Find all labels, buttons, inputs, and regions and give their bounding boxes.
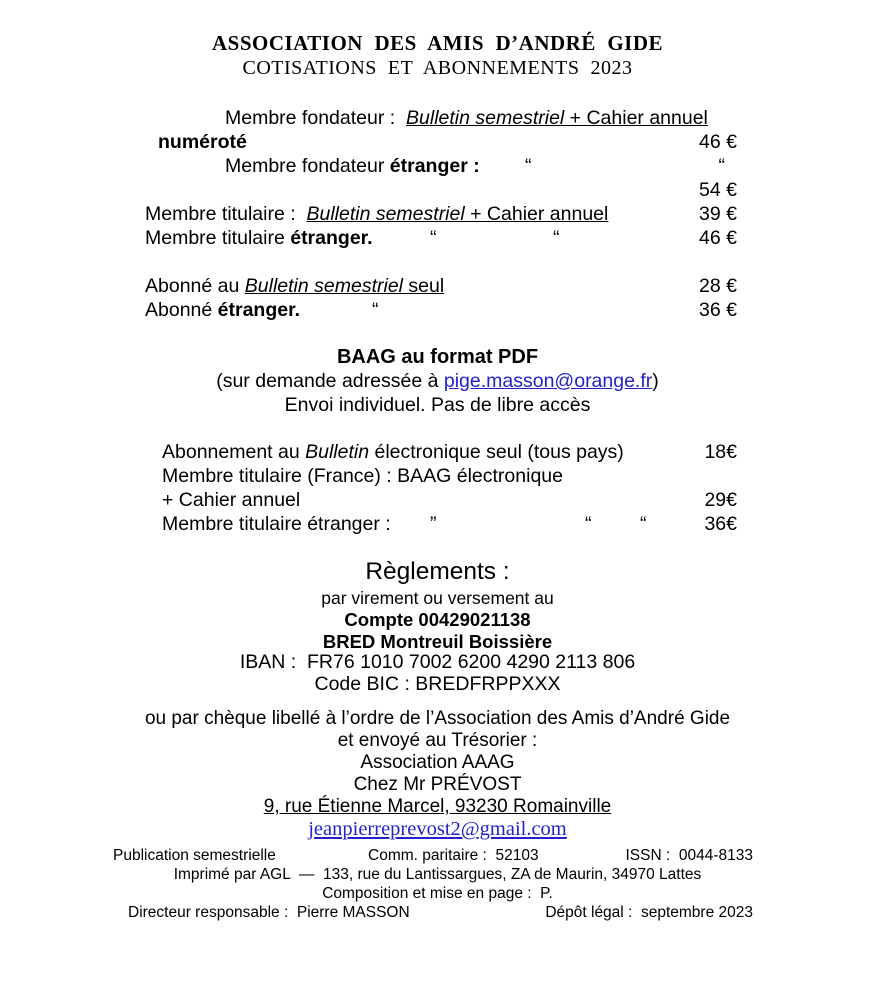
abonnement-label: Abonnement au: [162, 441, 306, 463]
price-titulaire-etranger: 46 €: [699, 227, 737, 249]
row-titulaire-etranger: [0, 226, 875, 250]
fondateur-etranger-label: Membre fondateur: [225, 155, 390, 177]
price-fondateur: 46 €: [699, 131, 737, 153]
payments-heading: Règlements :: [365, 558, 510, 585]
bulletin-semestriel: Bulletin semestriel: [406, 107, 565, 129]
bank-name: BRED Montreuil Boissière: [322, 630, 553, 652]
footer-line-4: [0, 903, 875, 922]
titulaire-france-label: Membre titulaire (France) : BAAG électronique: [162, 465, 563, 487]
row-cahier-annuel: [0, 488, 875, 512]
pdf-section-title: BAAG au format PDF: [336, 346, 539, 368]
pricing-list: [0, 106, 875, 322]
abonne-label: Abonné au: [145, 275, 245, 297]
treasurer-name: Chez Mr PRÉVOST: [353, 774, 522, 795]
cahier-annuel-label: + Cahier annuel: [162, 489, 301, 511]
row-membre-fondateur: [0, 106, 875, 130]
row-titulaire-etranger-electronique: [0, 512, 875, 536]
publication-frequency: Publication semestrielle: [113, 847, 276, 864]
pdf-request-prefix: (sur demande adressée à: [216, 370, 444, 392]
bulletin-semestriel: Bulletin semestriel: [244, 275, 403, 297]
bulletin-semestriel: Bulletin semestriel: [306, 203, 465, 225]
composition-credit: Composition et mise en page : P.: [322, 885, 553, 902]
treasurer-address: 9, rue Étienne Marcel, 93230 Romainville: [263, 796, 612, 817]
electronic-pricing-list: [0, 440, 875, 536]
ditto-mark: “: [585, 513, 592, 535]
footer-line-1: [0, 846, 875, 865]
cahier-annuel: + Cahier annuel: [464, 203, 609, 225]
ditto-mark: “: [553, 227, 560, 249]
etranger-bold: étranger :: [389, 155, 480, 177]
price-fondateur-etranger: 54 €: [699, 179, 737, 201]
account-number: Compte 00429021138: [344, 609, 531, 630]
ditto-mark: “: [372, 299, 379, 321]
bic-line: Code BIC : BREDFRPPXXX: [314, 672, 561, 695]
footer-line-3: [0, 884, 875, 903]
row-fondateur-etranger-prix: [0, 178, 875, 202]
ditto-mark: ”: [430, 513, 437, 535]
row-abonne: [0, 274, 875, 298]
price-abonne-etranger: 36 €: [699, 299, 737, 321]
footer-line-2: [0, 865, 875, 884]
cahier-annuel: + Cahier annuel: [564, 107, 708, 129]
row-fondateur-etranger: [0, 154, 875, 178]
fondateur-underlined-group: [406, 107, 708, 129]
imprint-footer: [0, 846, 875, 922]
treasurer-line: et envoyé au Trésorier :: [337, 730, 538, 751]
row-numerote: [0, 130, 875, 154]
bulletin-italic: Bulletin: [305, 441, 370, 463]
price-titulaire: 39 €: [699, 203, 737, 225]
titulaire-etranger-label: Membre titulaire étranger :: [162, 513, 391, 535]
cheque-instruction-line: ou par chèque libellé à l’ordre de l’Association des Amis d’André Gide: [144, 708, 731, 729]
ditto-mark: “: [640, 513, 647, 535]
blank-line: [0, 250, 875, 274]
issn-number: ISSN : 0044-8133: [625, 847, 753, 864]
price-abonne: 28 €: [699, 275, 737, 297]
email-link-orange[interactable]: pige.masson@orange.fr: [443, 370, 653, 392]
pdf-delivery-note: Envoi individuel. Pas de libre accès: [284, 394, 591, 416]
row-titulaire-france: [0, 464, 875, 488]
ditto-mark: “: [430, 227, 437, 249]
responsible-director: Directeur responsable : Pierre MASSON: [128, 904, 410, 921]
numerote-label: numéroté: [158, 131, 247, 153]
membre-fondateur-label: Membre fondateur :: [225, 107, 407, 129]
abonne-etranger-label: Abonné: [145, 299, 218, 321]
legal-deposit: Dépôt légal : septembre 2023: [545, 904, 753, 921]
price-titulaire-etranger-electronique: 36€: [704, 513, 737, 535]
row-membre-titulaire: [0, 202, 875, 226]
ditto-mark: “: [525, 155, 532, 177]
price-cahier-annuel: 29€: [704, 489, 737, 511]
abonnement-suite: électronique seul (tous pays): [369, 441, 624, 463]
seul-label: seul: [403, 275, 445, 297]
abonne-underlined-group: [245, 275, 444, 297]
pdf-request-suffix: ): [652, 370, 659, 392]
payment-method-line: par virement ou versement au: [321, 588, 554, 608]
pdf-request-line: [0, 369, 875, 393]
association-name: Association AAAG: [360, 752, 515, 773]
commission-paritaire: Comm. paritaire : 52103: [368, 847, 539, 864]
printer-info: Imprimé par AGL — 133, rue du Lantissargues, ZA de Maurin, 34970 Lattes: [173, 866, 702, 883]
ditto-mark: “: [718, 155, 725, 177]
etranger-bold: étranger.: [290, 227, 373, 249]
membre-titulaire-label: Membre titulaire :: [145, 203, 307, 225]
email-link-gmail[interactable]: jeanpierreprevost2@gmail.com: [308, 818, 567, 840]
row-abonne-etranger: [0, 298, 875, 322]
row-abonnement-electronique: [0, 440, 875, 464]
payments-section: [0, 556, 875, 695]
page-subtitle: COTISATIONS ET ABONNEMENTS 2023: [242, 57, 633, 79]
cheque-section: [0, 708, 875, 841]
titulaire-etranger-label: Membre titulaire: [145, 227, 291, 249]
price-abonnement-electronique: 18€: [704, 441, 737, 463]
pdf-section: [0, 345, 875, 417]
etranger-bold: étranger.: [217, 299, 301, 321]
page-title: ASSOCIATION DES AMIS D’ANDRÉ GIDE: [211, 31, 664, 55]
iban-line: IBAN : FR76 1010 7002 6200 4290 2113 806: [239, 651, 636, 673]
titulaire-underlined-group: [306, 203, 608, 225]
